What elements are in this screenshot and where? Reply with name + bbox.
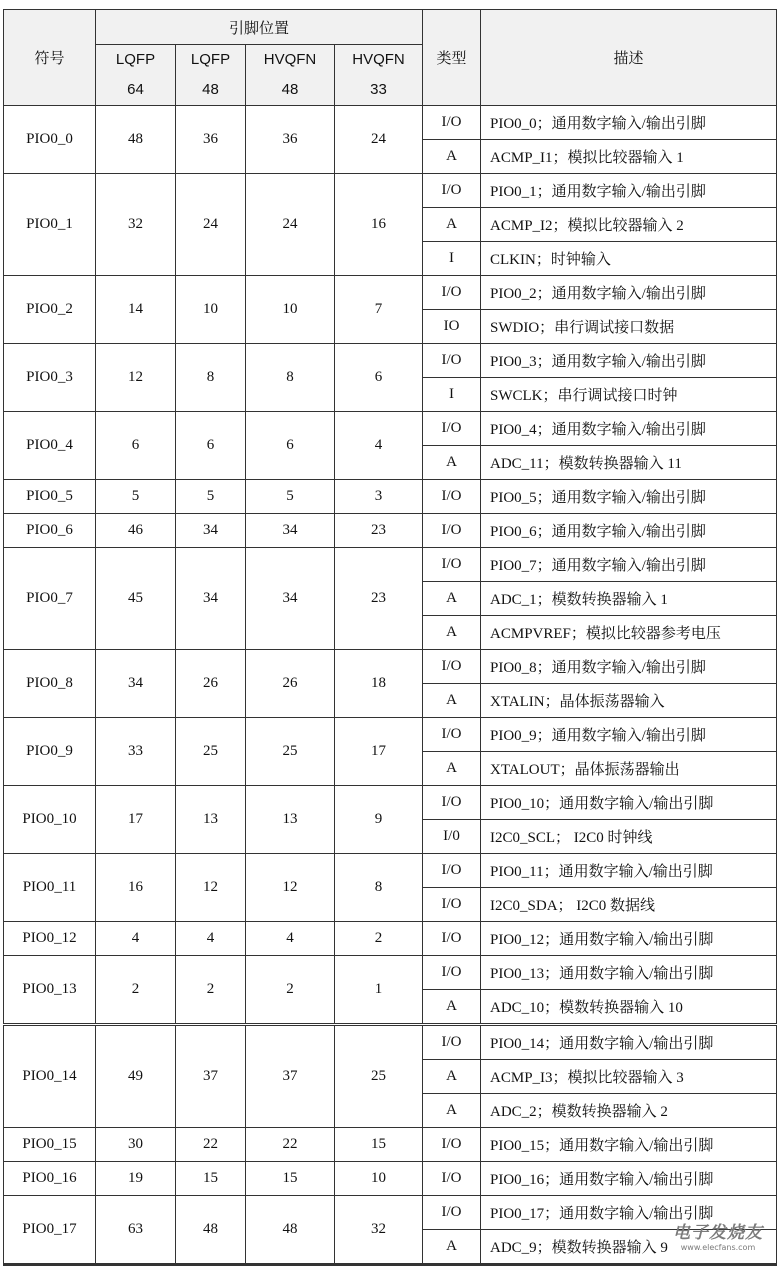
pin-description: PIO0_16；通用数字输入/输出引脚 [481, 1162, 777, 1196]
pin-number-lqfp64: 14 [96, 276, 176, 344]
pin-number-hvqfn48: 12 [246, 854, 335, 922]
pin-symbol: PIO0_16 [4, 1162, 96, 1196]
pin-type: A [423, 1094, 481, 1128]
pin-type: I/O [423, 344, 481, 378]
pin-description: PIO0_17；通用数字输入/输出引脚 [481, 1196, 777, 1230]
table-row [4, 1196, 777, 1230]
pin-description: ACMP_I1；模拟比较器输入 1 [481, 140, 777, 174]
pin-number-lqfp64: 48 [96, 106, 176, 174]
watermark-main-text: 电子发烧友 [673, 1223, 763, 1243]
pin-number-hvqfn48: 10 [246, 276, 335, 344]
pin-symbol: PIO0_14 [4, 1025, 96, 1128]
pin-type: I/O [423, 854, 481, 888]
pin-symbol: PIO0_0 [4, 106, 96, 174]
pin-symbol: PIO0_2 [4, 276, 96, 344]
pin-type: A [423, 990, 481, 1025]
pin-description: PIO0_12；通用数字输入/输出引脚 [481, 922, 777, 956]
pin-description: SWDIO；串行调试接口数据 [481, 310, 777, 344]
watermark-url-text: www.elecfans.com [680, 1243, 756, 1252]
pin-number-hvqfn48: 26 [246, 650, 335, 718]
pin-number-hvqfn33: 4 [335, 412, 423, 480]
pin-number-hvqfn48: 37 [246, 1025, 335, 1128]
header-package-lqfp64: LQFP 64 [96, 45, 176, 106]
pin-number-hvqfn33: 23 [335, 514, 423, 548]
table-row [4, 480, 777, 514]
table-row [4, 1128, 777, 1162]
pin-number-hvqfn33: 9 [335, 786, 423, 854]
pin-number-lqfp48: 2 [176, 956, 246, 1025]
pin-number-hvqfn33: 6 [335, 344, 423, 412]
pin-number-lqfp48: 8 [176, 344, 246, 412]
pin-type: I/O [423, 650, 481, 684]
table-row [4, 276, 777, 310]
pin-symbol: PIO0_13 [4, 956, 96, 1025]
pin-number-hvqfn48: 48 [246, 1196, 335, 1265]
pin-description: SWCLK；串行调试接口时钟 [481, 378, 777, 412]
pin-number-hvqfn48: 2 [246, 956, 335, 1025]
pin-symbol: PIO0_3 [4, 344, 96, 412]
pin-type: I/O [423, 1162, 481, 1196]
pin-type: I/O [423, 106, 481, 140]
pin-type: I/O [423, 480, 481, 514]
pin-number-lqfp48: 13 [176, 786, 246, 854]
pin-number-lqfp64: 46 [96, 514, 176, 548]
pin-description: ACMP_I3；模拟比较器输入 3 [481, 1060, 777, 1094]
pin-table [3, 9, 777, 1266]
pin-number-lqfp48: 36 [176, 106, 246, 174]
header-pin-position: 引脚位置 [96, 10, 423, 45]
pin-type: A [423, 616, 481, 650]
pin-number-hvqfn33: 10 [335, 1162, 423, 1196]
pin-type: I/O [423, 276, 481, 310]
pin-symbol: PIO0_9 [4, 718, 96, 786]
table-row [4, 1025, 777, 1060]
pin-type: A [423, 752, 481, 786]
header-symbol: 符号 [4, 10, 96, 106]
pin-description: ADC_10；模数转换器输入 10 [481, 990, 777, 1025]
pin-description: PIO0_8；通用数字输入/输出引脚 [481, 650, 777, 684]
table-row [4, 514, 777, 548]
pin-type: I/O [423, 548, 481, 582]
table-row [4, 1162, 777, 1196]
pin-number-lqfp64: 49 [96, 1025, 176, 1128]
pin-number-lqfp64: 32 [96, 174, 176, 276]
pin-number-hvqfn48: 8 [246, 344, 335, 412]
pin-type: I [423, 378, 481, 412]
pin-description: PIO0_4；通用数字输入/输出引脚 [481, 412, 777, 446]
pin-number-hvqfn48: 4 [246, 922, 335, 956]
table-row [4, 956, 777, 990]
pin-symbol: PIO0_1 [4, 174, 96, 276]
pin-type: I/O [423, 1025, 481, 1060]
pin-number-hvqfn48: 13 [246, 786, 335, 854]
pin-description: ADC_9；模数转换器输入 9 [481, 1230, 777, 1265]
pin-number-lqfp48: 26 [176, 650, 246, 718]
pin-number-hvqfn33: 24 [335, 106, 423, 174]
pin-type: A [423, 1060, 481, 1094]
header-package-hvqfn48: HVQFN 48 [246, 45, 335, 106]
pin-description: PIO0_0；通用数字输入/输出引脚 [481, 106, 777, 140]
pin-number-lqfp48: 25 [176, 718, 246, 786]
pin-number-hvqfn48: 36 [246, 106, 335, 174]
pin-number-lqfp64: 45 [96, 548, 176, 650]
pin-description: ADC_2；模数转换器输入 2 [481, 1094, 777, 1128]
pin-description: XTALOUT；晶体振荡器输出 [481, 752, 777, 786]
header-type: 类型 [423, 10, 481, 106]
pin-type: I/O [423, 956, 481, 990]
pin-number-lqfp48: 5 [176, 480, 246, 514]
header-description: 描述 [481, 10, 777, 106]
pin-description: ADC_11；模数转换器输入 11 [481, 446, 777, 480]
table-row [4, 344, 777, 378]
table-row [4, 650, 777, 684]
pin-number-lqfp48: 22 [176, 1128, 246, 1162]
pin-number-hvqfn48: 24 [246, 174, 335, 276]
pin-description: PIO0_14；通用数字输入/输出引脚 [481, 1025, 777, 1060]
pin-type: I/0 [423, 820, 481, 854]
pin-number-lqfp64: 63 [96, 1196, 176, 1265]
pin-number-lqfp48: 15 [176, 1162, 246, 1196]
pin-description: PIO0_1；通用数字输入/输出引脚 [481, 174, 777, 208]
pin-description: I2C0_SCL； I2C0 时钟线 [481, 820, 777, 854]
pin-type: I [423, 242, 481, 276]
pin-number-lqfp64: 4 [96, 922, 176, 956]
pin-description: PIO0_10；通用数字输入/输出引脚 [481, 786, 777, 820]
pin-type: IO [423, 310, 481, 344]
pin-type: I/O [423, 1128, 481, 1162]
table-row [4, 922, 777, 956]
pin-number-lqfp64: 33 [96, 718, 176, 786]
pin-number-lqfp64: 6 [96, 412, 176, 480]
pin-number-hvqfn48: 6 [246, 412, 335, 480]
pin-number-lqfp64: 5 [96, 480, 176, 514]
pin-symbol: PIO0_10 [4, 786, 96, 854]
header-package-hvqfn33: HVQFN 33 [335, 45, 423, 106]
pin-type: A [423, 582, 481, 616]
pin-type: I/O [423, 718, 481, 752]
pin-number-hvqfn33: 32 [335, 1196, 423, 1265]
pin-number-lqfp64: 34 [96, 650, 176, 718]
pin-number-lqfp48: 37 [176, 1025, 246, 1128]
pin-symbol: PIO0_5 [4, 480, 96, 514]
pin-type: I/O [423, 922, 481, 956]
pin-number-hvqfn33: 2 [335, 922, 423, 956]
pin-description: PIO0_2；通用数字输入/输出引脚 [481, 276, 777, 310]
pin-number-hvqfn33: 18 [335, 650, 423, 718]
pin-number-lqfp48: 24 [176, 174, 246, 276]
pin-number-hvqfn33: 16 [335, 174, 423, 276]
pin-description: PIO0_9；通用数字输入/输出引脚 [481, 718, 777, 752]
pin-description: ACMPVREF；模拟比较器参考电压 [481, 616, 777, 650]
pin-type: A [423, 446, 481, 480]
pin-description: PIO0_5；通用数字输入/输出引脚 [481, 480, 777, 514]
table-row [4, 548, 777, 582]
pin-description: ACMP_I2；模拟比较器输入 2 [481, 208, 777, 242]
pin-description: PIO0_15；通用数字输入/输出引脚 [481, 1128, 777, 1162]
pin-type: I/O [423, 1196, 481, 1230]
pin-number-hvqfn33: 3 [335, 480, 423, 514]
pin-number-hvqfn48: 5 [246, 480, 335, 514]
header-package-lqfp48: LQFP 48 [176, 45, 246, 106]
pin-number-lqfp48: 4 [176, 922, 246, 956]
pin-number-hvqfn33: 7 [335, 276, 423, 344]
pin-number-hvqfn33: 1 [335, 956, 423, 1025]
pin-type: I/O [423, 514, 481, 548]
pin-type: I/O [423, 174, 481, 208]
pin-description: PIO0_6；通用数字输入/输出引脚 [481, 514, 777, 548]
pin-type: A [423, 140, 481, 174]
pin-type: A [423, 208, 481, 242]
pin-type: I/O [423, 888, 481, 922]
pin-number-lqfp64: 12 [96, 344, 176, 412]
pin-type: I/O [423, 786, 481, 820]
pin-description: PIO0_3；通用数字输入/输出引脚 [481, 344, 777, 378]
pin-number-lqfp48: 34 [176, 514, 246, 548]
pin-symbol: PIO0_8 [4, 650, 96, 718]
pin-table-body [4, 106, 777, 1265]
table-row [4, 786, 777, 820]
pin-number-lqfp48: 48 [176, 1196, 246, 1265]
table-row [4, 412, 777, 446]
pin-number-hvqfn48: 34 [246, 514, 335, 548]
pin-description: I2C0_SDA； I2C0 数据线 [481, 888, 777, 922]
pin-number-hvqfn48: 34 [246, 548, 335, 650]
pin-number-lqfp64: 16 [96, 854, 176, 922]
pin-number-lqfp48: 6 [176, 412, 246, 480]
pin-number-hvqfn33: 17 [335, 718, 423, 786]
table-row [4, 106, 777, 140]
pin-number-lqfp64: 2 [96, 956, 176, 1025]
pin-number-hvqfn48: 25 [246, 718, 335, 786]
pin-symbol: PIO0_11 [4, 854, 96, 922]
pin-number-hvqfn48: 22 [246, 1128, 335, 1162]
pin-number-lqfp64: 17 [96, 786, 176, 854]
pin-description: CLKIN；时钟输入 [481, 242, 777, 276]
pin-description: PIO0_7；通用数字输入/输出引脚 [481, 548, 777, 582]
pin-symbol: PIO0_4 [4, 412, 96, 480]
pin-description: PIO0_13；通用数字输入/输出引脚 [481, 956, 777, 990]
pin-symbol: PIO0_7 [4, 548, 96, 650]
pin-description: XTALIN；晶体振荡器输入 [481, 684, 777, 718]
pin-number-lqfp48: 10 [176, 276, 246, 344]
pin-type: A [423, 684, 481, 718]
table-row [4, 718, 777, 752]
pin-number-hvqfn33: 23 [335, 548, 423, 650]
pin-type: I/O [423, 412, 481, 446]
pin-number-hvqfn48: 15 [246, 1162, 335, 1196]
table-row [4, 174, 777, 208]
pin-symbol: PIO0_15 [4, 1128, 96, 1162]
pin-number-lqfp48: 34 [176, 548, 246, 650]
pin-number-lqfp64: 19 [96, 1162, 176, 1196]
pin-type: A [423, 1230, 481, 1265]
pin-symbol: PIO0_12 [4, 922, 96, 956]
pin-number-lqfp64: 30 [96, 1128, 176, 1162]
pin-number-hvqfn33: 25 [335, 1025, 423, 1128]
pin-symbol: PIO0_6 [4, 514, 96, 548]
pin-number-hvqfn33: 15 [335, 1128, 423, 1162]
pin-description: ADC_1；模数转换器输入 1 [481, 582, 777, 616]
pin-number-lqfp48: 12 [176, 854, 246, 922]
table-row [4, 854, 777, 888]
pin-symbol: PIO0_17 [4, 1196, 96, 1265]
pin-description: PIO0_11；通用数字输入/输出引脚 [481, 854, 777, 888]
pin-number-hvqfn33: 8 [335, 854, 423, 922]
